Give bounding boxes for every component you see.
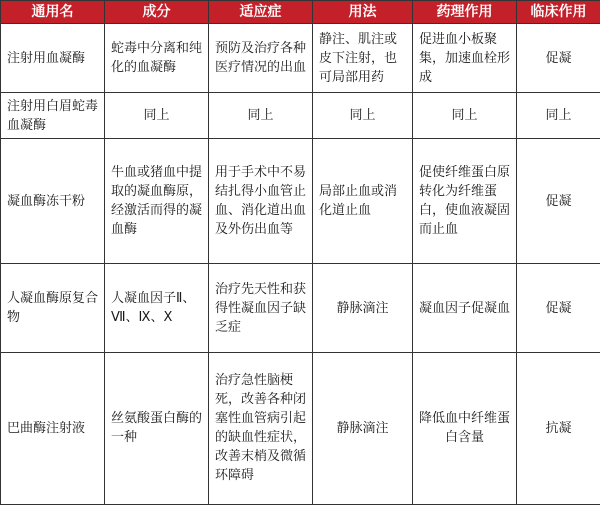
table-header-row: [1, 1, 600, 24]
header-ingredient: 成分: [105, 1, 209, 24]
header-clinical-effect: 临床作用: [517, 1, 600, 24]
cell-indication: 用于手术中不易结扎得小血管止血、消化道出血及外伤出血等: [209, 139, 313, 264]
cell-pharmacology: 降低血中纤维蛋白含量: [413, 352, 517, 504]
cell-ingredient: 丝氨酸蛋白酶的一种: [105, 352, 209, 504]
cell-generic-name: 注射用血凝酶: [1, 24, 105, 93]
table-row: [1, 139, 600, 264]
cell-generic-name: 人凝血酶原复合物: [1, 264, 105, 352]
cell-usage: 静注、肌注或皮下注射，也可局部用药: [313, 24, 413, 93]
cell-pharmacology: 促进血小板聚集，加速血栓形成: [413, 24, 517, 93]
cell-usage: 局部止血或消化道止血: [313, 139, 413, 264]
cell-indication: 预防及治疗各种医疗情况的出血: [209, 24, 313, 93]
cell-pharmacology: 同上: [413, 93, 517, 139]
cell-generic-name: 注射用白眉蛇毒血凝酶: [1, 93, 105, 139]
cell-clinical-effect: 促凝: [517, 24, 600, 93]
header-pharmacology: 药理作用: [413, 1, 517, 24]
cell-usage: 静脉滴注: [313, 264, 413, 352]
cell-usage: 静脉滴注: [313, 352, 413, 504]
cell-indication: 治疗急性脑梗死，改善各种闭塞性血管病引起的缺血性症状，改善末梢及微循环障碍: [209, 352, 313, 504]
cell-clinical-effect: 抗凝: [517, 352, 600, 504]
header-indication: 适应症: [209, 1, 313, 24]
table-row: [1, 264, 600, 352]
cell-ingredient: 牛血或猪血中提取的凝血酶原，经激活而得的凝血酶: [105, 139, 209, 264]
table-row: [1, 24, 600, 93]
cell-generic-name: 巴曲酶注射液: [1, 352, 105, 504]
cell-generic-name: 凝血酶冻干粉: [1, 139, 105, 264]
cell-pharmacology: 凝血因子促凝血: [413, 264, 517, 352]
table-row: [1, 93, 600, 139]
cell-usage: 同上: [313, 93, 413, 139]
header-generic-name: 通用名: [1, 1, 105, 24]
cell-ingredient: 同上: [105, 93, 209, 139]
cell-pharmacology: 促使纤维蛋白原转化为纤维蛋白，使血液凝固而止血: [413, 139, 517, 264]
cell-indication: 治疗先天性和获得性凝血因子缺乏症: [209, 264, 313, 352]
header-usage: 用法: [313, 1, 413, 24]
cell-ingredient: 蛇毒中分离和纯化的血凝酶: [105, 24, 209, 93]
cell-clinical-effect: 同上: [517, 93, 600, 139]
table-row: [1, 352, 600, 504]
cell-indication: 同上: [209, 93, 313, 139]
cell-clinical-effect: 促凝: [517, 264, 600, 352]
cell-ingredient: 人凝血因子Ⅱ、Ⅶ、Ⅸ、Ⅹ: [105, 264, 209, 352]
cell-clinical-effect: 促凝: [517, 139, 600, 264]
